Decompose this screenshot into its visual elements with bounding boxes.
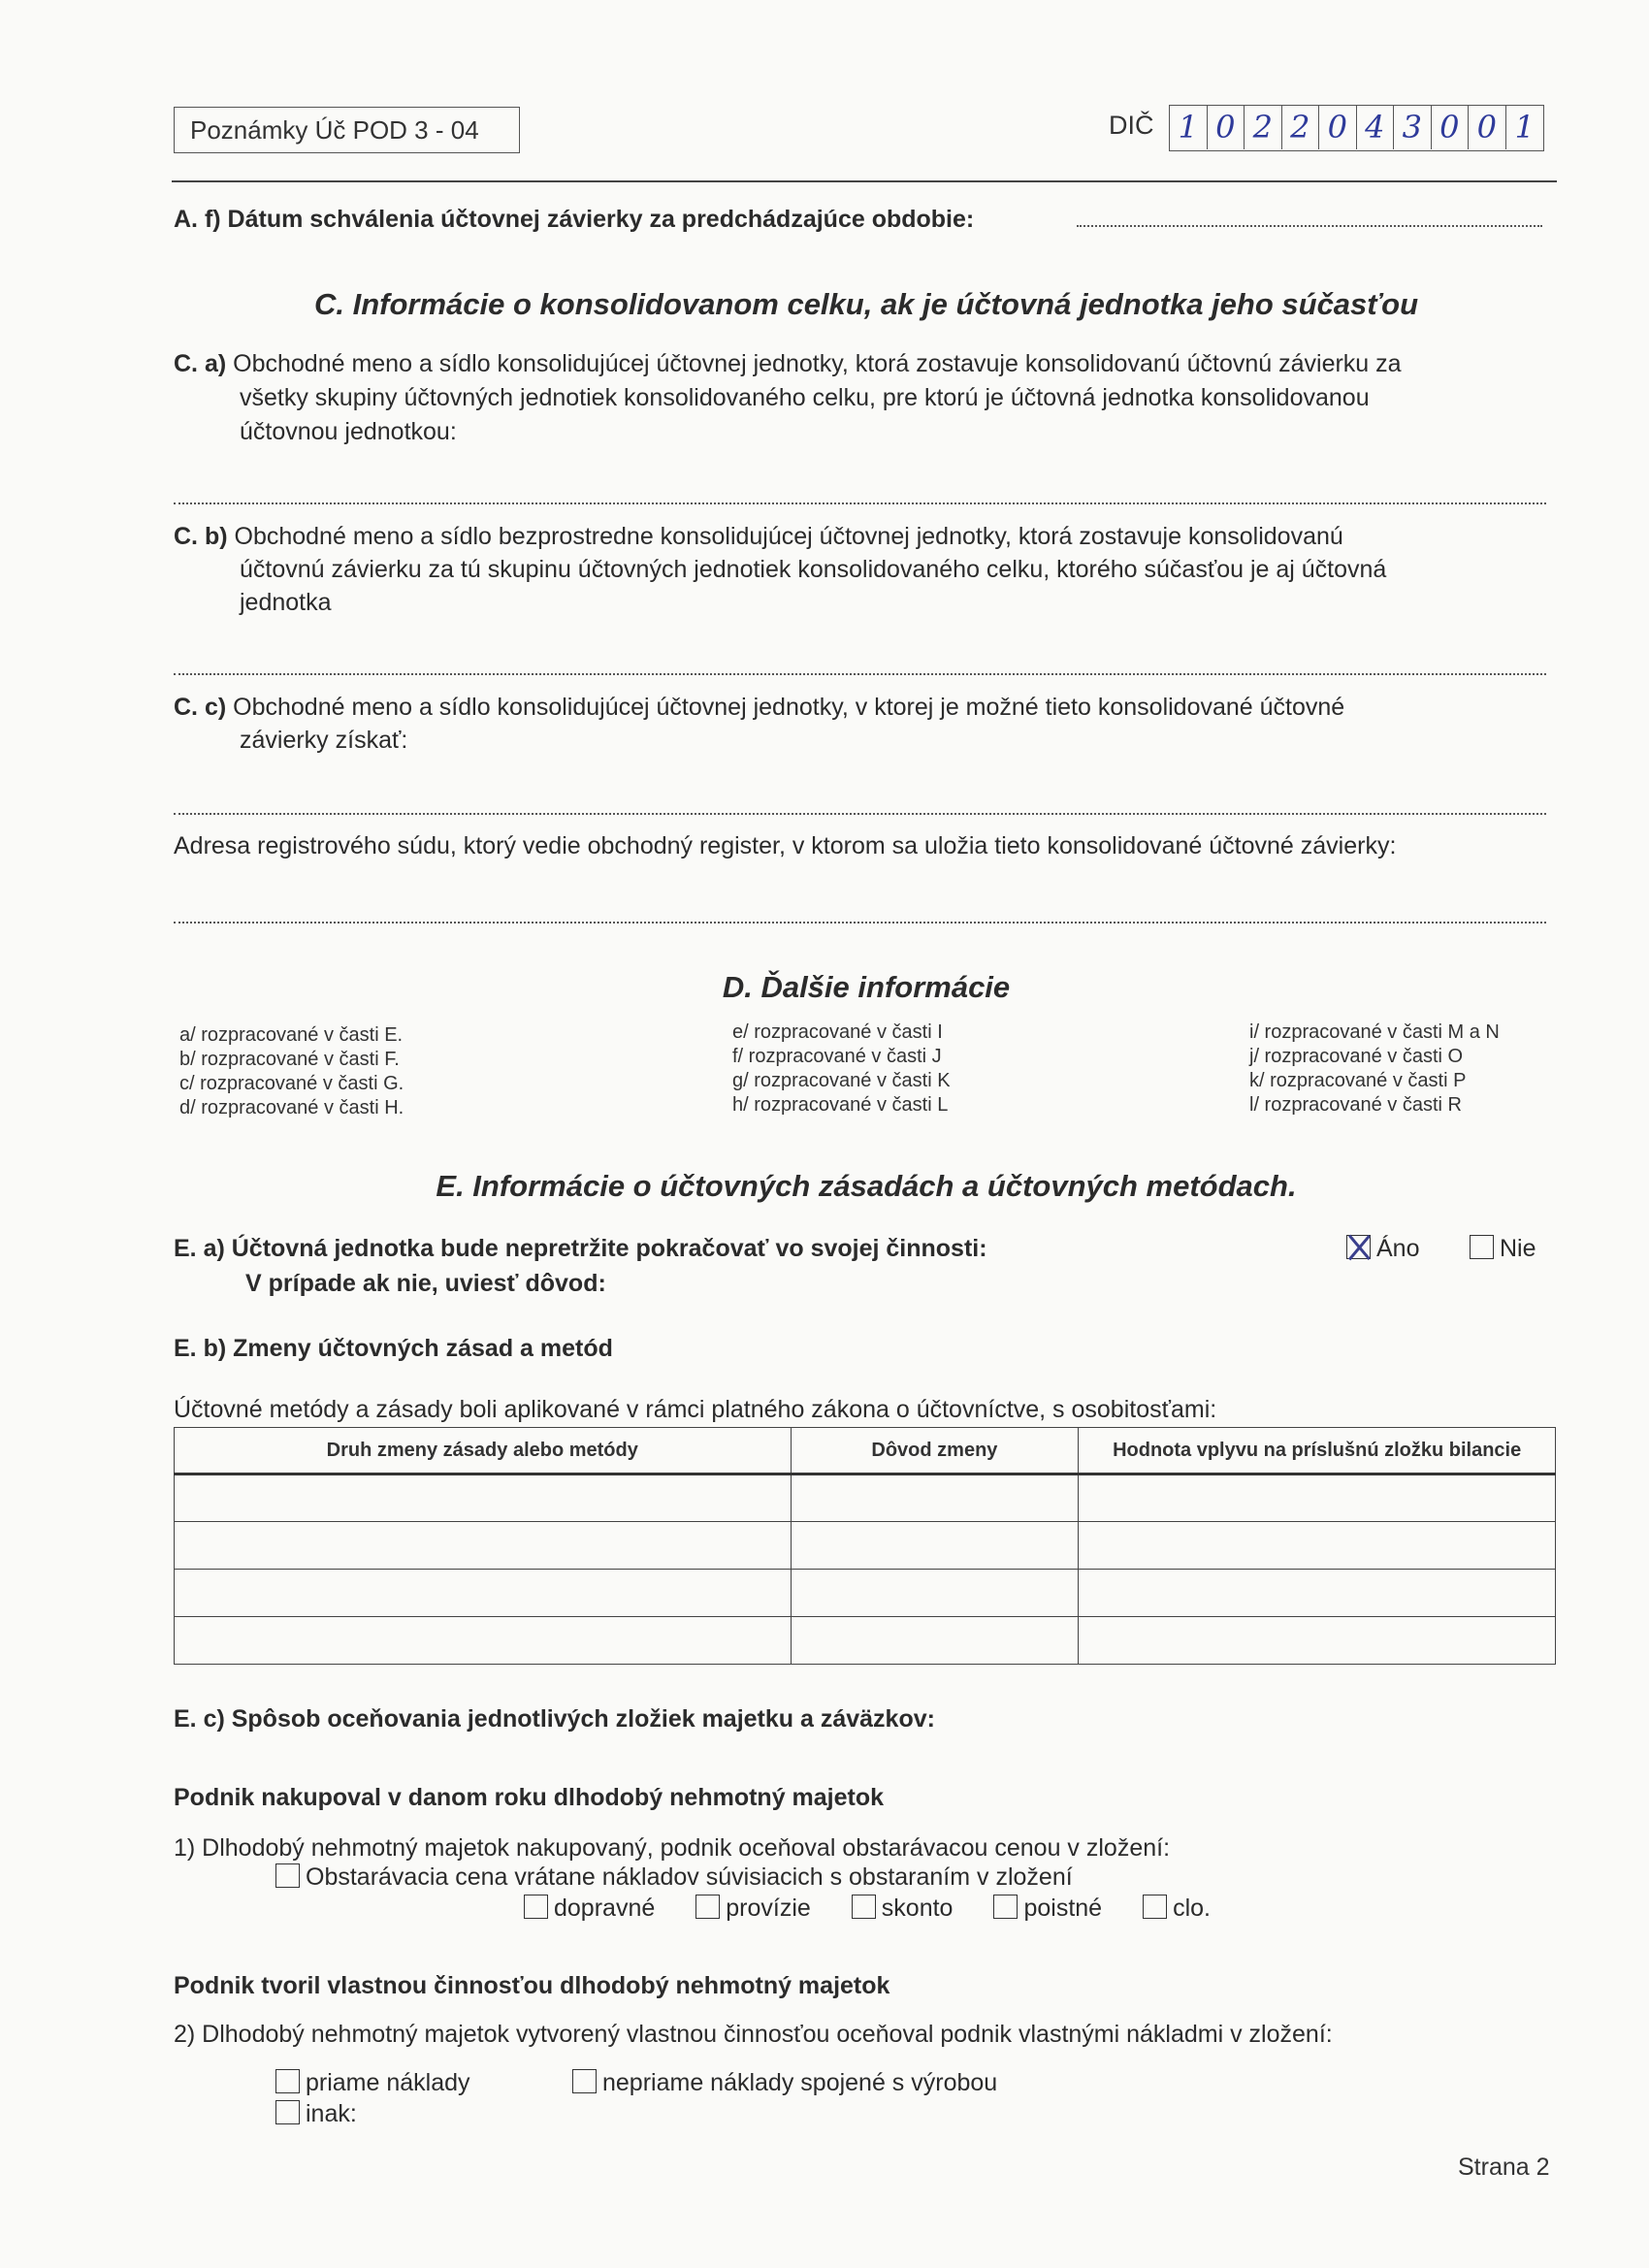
af-date-field[interactable] [1077,225,1542,227]
ea-reason-label: V prípade ak nie, uviesť dôvod: [245,1270,606,1297]
cc-answer-field[interactable] [174,813,1546,815]
own-heading: Podnik tvoril vlastnou činnosťou dlhodobý nehmotný majetok [174,1972,890,1999]
table-cell[interactable] [1079,1617,1556,1665]
ea-yes-option[interactable] [1346,1232,1419,1266]
table-row [175,1522,1556,1570]
ca-prefix: C. a) [174,350,227,377]
ca-line1: Obchodné meno a sídlo konsolidujúcej účtovnej jednotky, ktorá zostavuje konsolidovanú účtovnú závierku za [233,350,1402,377]
opt-direct-costs[interactable] [275,2066,470,2100]
cc-prefix: C. c) [174,694,227,721]
table-header-cell: Hodnota vplyvu na príslušnú zložku bilancie [1079,1428,1556,1474]
opt-indirect-costs-label: nepriame náklady spojené s výrobou [602,2069,998,2096]
d-item: k/ rozpracované v časti P [1249,1070,1467,1091]
eb-title: E. b) Zmeny účtovných zásad a metód [174,1335,613,1362]
d-item: l/ rozpracované v časti R [1249,1094,1462,1116]
eb-intro: Účtovné metódy a zásady boli aplikované v rámci platného zákona o účtovníctve, s osobitosťami: [174,1396,1217,1423]
ea-question: E. a) Účtovná jednotka bude nepretržite pokračovať vo svojej činnosti: [174,1235,987,1262]
table-row [175,1474,1556,1522]
table-cell[interactable] [791,1474,1079,1522]
dic-digit[interactable]: 1 [1514,109,1535,146]
checkbox-icon[interactable] [1143,1895,1167,1919]
opt-discount[interactable] [852,1892,954,1926]
section-d-title: D. Ďalšie informácie [722,970,1011,1004]
opt-insurance-label: poistné [1023,1895,1103,1922]
d-item: j/ rozpracované v časti O [1249,1046,1464,1067]
d-item: a/ rozpracované v časti E. [179,1024,404,1046]
opt-indirect-costs[interactable] [572,2066,997,2100]
opt-insurance[interactable] [993,1892,1102,1926]
header-divider [172,180,1557,182]
dic-digit[interactable]: 3 [1394,106,1432,149]
checkbox-icon[interactable] [524,1895,548,1919]
table-cell[interactable] [1079,1522,1556,1570]
checkbox-icon[interactable] [275,2100,300,2124]
ca-answer-field[interactable] [174,502,1546,504]
ca-line2: všetky skupiny účtovných jednotiek konsolidovaného celku, pre ktorú je účtovná jednotka konsolidovanou [240,384,1370,411]
checkbox-checked-icon[interactable] [1346,1235,1371,1259]
dic-digit[interactable]: 2 [1245,106,1282,149]
d-item: b/ rozpracované v časti F. [179,1049,400,1070]
dic-digit[interactable]: 4 [1357,106,1395,149]
opt-other[interactable] [275,2097,357,2131]
opt-other-label: inak: [306,2100,357,2127]
table-header-cell: Dôvod zmeny [791,1428,1079,1474]
dic-digit[interactable]: 1 [1170,106,1208,149]
table-cell[interactable] [175,1474,792,1522]
ea-yes-label: Áno [1376,1235,1420,1262]
ca-text [174,347,1402,381]
opt-discount-label: skonto [881,1895,954,1922]
table-cell[interactable] [1079,1474,1556,1522]
dic-digit[interactable]: 0 [1469,106,1506,149]
table-cell[interactable] [175,1617,792,1665]
purchased-heading: Podnik nakupoval v danom roku dlhodobý nehmotný majetok [174,1784,885,1811]
table-cell[interactable] [791,1522,1079,1570]
checkbox-icon[interactable] [993,1895,1018,1919]
registry-label: Adresa registrového súdu, ktorý vedie obchodný register, v ktorom sa uložia tieto konsolidované účtovné závierky: [174,832,1397,859]
dic-digit[interactable]: 2 [1282,106,1320,149]
d-item: d/ rozpracované v časti H. [179,1097,404,1118]
section-d-col2 [732,1021,951,1118]
table-cell[interactable] [791,1570,1079,1617]
cc-text [174,691,1344,725]
page-number: Strana 2 [1458,2154,1550,2181]
opt-acquisition-cost-label: Obstarávacia cena vrátane nákladov súvisiacich s obstaraním v zložení [306,1863,1073,1891]
checkbox-icon[interactable] [695,1895,720,1919]
checkbox-icon[interactable] [275,2069,300,2093]
opt-transport-label: dopravné [554,1895,656,1922]
opt-duty-label: clo. [1173,1895,1211,1922]
d-item: h/ rozpracované v časti L [732,1094,949,1116]
cb-line1: Obchodné meno a sídlo bezprostredne konsolidujúcej účtovnej jednotky, ktorá zostavuje konsolidovanú [234,523,1343,550]
table-row [175,1617,1556,1665]
opt-transport[interactable] [524,1892,655,1926]
checkbox-icon[interactable] [572,2069,597,2093]
ec-title: E. c) Spôsob oceňovania jednotlivých zložiek majetku a záväzkov: [174,1705,935,1733]
checkbox-icon[interactable] [852,1895,876,1919]
section-e-title: E. Informácie o účtovných zásadách a účtovných metódach. [436,1169,1297,1203]
cb-answer-field[interactable] [174,673,1546,675]
cb-line2: účtovnú závierku za tú skupinu účtovných jednotiek konsolidovaného celku, ktorého súčasťou je aj účtovná [240,556,1387,583]
checkbox-icon[interactable] [1470,1235,1494,1259]
table-cell[interactable] [175,1570,792,1617]
table-header-row [175,1428,1556,1474]
d-item: g/ rozpracované v časti K [732,1070,951,1091]
ea-no-option[interactable] [1470,1232,1536,1266]
opt-commission[interactable] [695,1892,811,1926]
checkbox-icon[interactable] [275,1863,300,1888]
opt-direct-costs-label: priame náklady [306,2069,470,2096]
table-cell[interactable] [791,1617,1079,1665]
changes-table [174,1427,1556,1665]
cb-prefix: C. b) [174,523,228,550]
cost-components [524,1892,1211,1926]
opt-acquisition-cost[interactable] [275,1861,1073,1895]
form-id-box: Poznámky Úč POD 3 - 04 [174,107,520,153]
cb-text [174,520,1343,554]
section-c-title: C. Informácie o konsolidovanom celku, ak je účtovná jednotka jeho súčasťou [313,287,1419,321]
d-item: e/ rozpracované v časti I [732,1021,943,1043]
opt-commission-label: provízie [726,1895,811,1922]
ea-no-label: Nie [1500,1235,1536,1262]
af-label: A. f) Dátum schválenia účtovnej závierky za predchádzajúce obdobie: [174,206,975,233]
d-item: f/ rozpracované v časti J [732,1046,942,1067]
section-d-col3 [1249,1021,1500,1118]
opt-duty[interactable] [1143,1892,1211,1926]
table-cell[interactable] [1079,1570,1556,1617]
dic-digit[interactable]: 0 [1208,106,1245,149]
cc-line2: závierky získať: [240,727,408,754]
q1-text: 1) Dlhodobý nehmotný majetok nakupovaný, podnik oceňoval obstarávacou cenou v zložení: [174,1834,1171,1862]
q2-text: 2) Dlhodobý nehmotný majetok vytvorený vlastnou činnosťou oceňoval podnik vlastnými nákladmi v zložení: [174,2021,1333,2048]
d-item: i/ rozpracované v časti M a N [1249,1021,1500,1043]
d-item: c/ rozpracované v časti G. [179,1073,404,1094]
table-header-cell: Druh zmeny zásady alebo metódy [175,1428,792,1474]
dic-field[interactable] [1169,105,1544,151]
table-cell[interactable] [175,1522,792,1570]
table-row [175,1570,1556,1617]
dic-label: DIČ [1109,111,1154,140]
dic-digit[interactable]: 0 [1432,106,1470,149]
section-d-col1 [179,1023,404,1120]
registry-answer-field[interactable] [174,922,1546,923]
ca-line3: účtovnou jednotkou: [240,418,457,445]
cb-line3: jednotka [240,589,332,616]
dic-digit[interactable]: 0 [1319,106,1357,149]
cc-line1: Obchodné meno a sídlo konsolidujúcej účtovnej jednotky, v ktorej je možné tieto konsolidované účtovné [233,694,1345,721]
